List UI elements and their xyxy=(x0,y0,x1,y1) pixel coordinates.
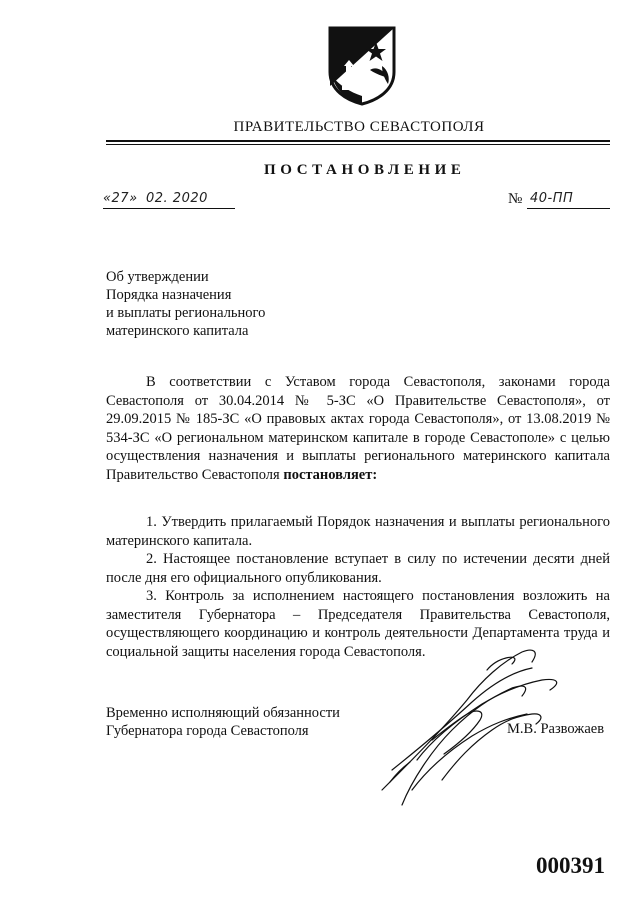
header-rule-thick xyxy=(106,140,610,142)
date-month-year: 02. 2020 xyxy=(146,191,208,206)
header-rule-thin xyxy=(106,144,610,145)
date-day: «27» xyxy=(103,191,138,206)
number-label: № xyxy=(508,191,523,207)
signer-name: М.В. Развожаев xyxy=(507,721,605,737)
signer-position-line: Временно исполняющий обязанности xyxy=(106,705,340,721)
signer-position-line: Губернатора города Севастополя xyxy=(106,723,309,739)
organization-header: ПРАВИТЕЛЬСТВО СЕВАСТОПОЛЯ xyxy=(233,119,485,135)
signer-position xyxy=(106,704,340,740)
handwritten-signature xyxy=(372,640,572,815)
document-type-title: ПОСТАНОВЛЕНИЕ xyxy=(264,162,466,178)
coat-of-arms-emblem xyxy=(326,26,398,106)
clause-item: 1. Утвердить прилагаемый Порядок назначения и выплаты регионального материнского капитала. xyxy=(106,514,610,549)
preamble-bold-word: постановляет xyxy=(283,466,373,483)
clauses-block xyxy=(106,513,610,661)
document-subject xyxy=(106,268,265,340)
preamble-text: В соответствии с Уставом города Севастополя, законами города Севастополя от 30.04.2014 № 5-ЗС «О Правительстве Севастополя», от 29.09.2015 № 185-ЗС «О правовых актах города Севастополя», от 13.08.2019 № 534-ЗС «О региональном материнском капитале в городе Севастополе» с целью осуществления назначения и выплаты регионального материнского капитала Правительство Севастополя xyxy=(106,374,610,483)
subject-line: и выплаты регионального xyxy=(106,305,266,321)
serial-number: 000391 xyxy=(536,853,605,878)
document-number: 40-ПП xyxy=(530,191,574,206)
clause-item: 3. Контроль за исполнением настоящего постановления возложить на заместителя Губернатора – Председателя Правительства Севастополя, осуществляющего координацию и контроль деятельности Департамента труда и социальной защиты населения города Севастополя. xyxy=(106,588,610,660)
preamble-paragraph xyxy=(106,373,610,484)
clause-item: 2. Настоящее постановление вступает в силу по истечении десяти дней после дня его официального опубликования. xyxy=(106,551,610,586)
preamble-end: : xyxy=(372,466,378,483)
subject-line: материнского капитала xyxy=(106,323,249,339)
subject-line: Порядка назначения xyxy=(106,287,232,303)
subject-line: Об утверждении xyxy=(106,269,209,285)
